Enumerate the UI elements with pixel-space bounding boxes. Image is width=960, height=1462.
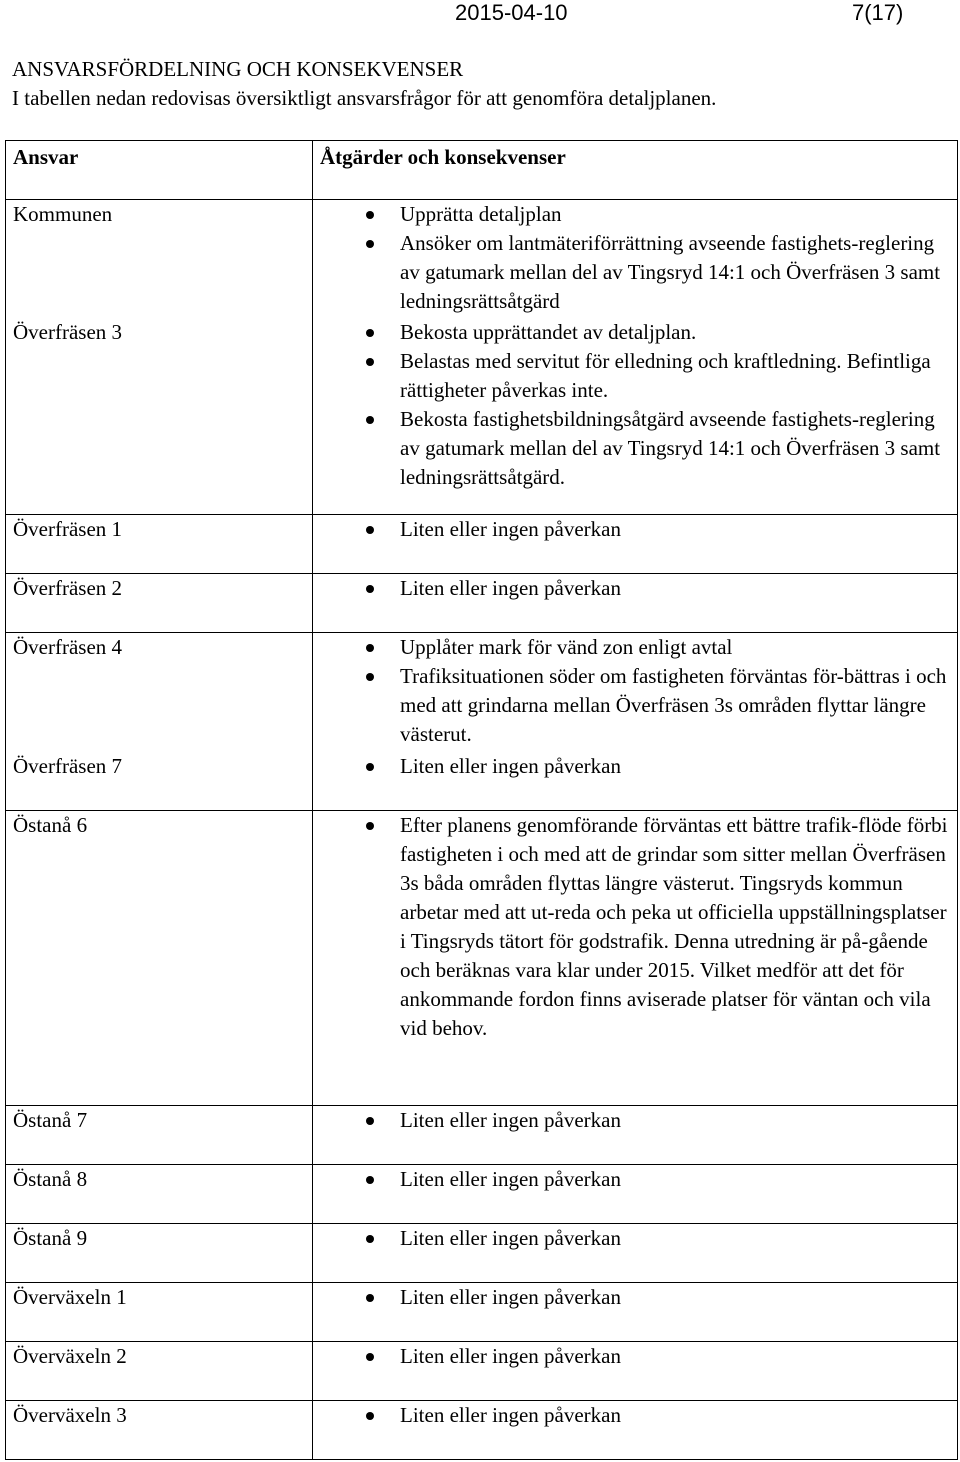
party-name: Östanå 7 xyxy=(13,1108,88,1132)
column-header-ansvar: Ansvar xyxy=(6,141,313,200)
party-cell xyxy=(6,200,313,319)
section-title: ANSVARSFÖRDELNING OCH KONSEKVENSER xyxy=(12,57,464,81)
actions-cell xyxy=(313,752,958,811)
party-name: Östanå 6 xyxy=(13,813,88,837)
list-item: Trafiksituationen söder om fastigheten förväntas för-bättras i och med att grindarna mellan Överfräsen 3s områden flyttar längre västerut. xyxy=(400,662,957,749)
section-intro: I tabellen nedan redovisas översiktligt ansvarsfrågor för att genomföra detaljplanen. xyxy=(12,86,717,110)
table-row xyxy=(6,1401,958,1460)
party-cell xyxy=(6,515,313,574)
list-item: Liten eller ingen påverkan xyxy=(400,1283,957,1312)
party-name: Östanå 9 xyxy=(13,1226,88,1250)
list-item: Belastas med servitut för elledning och kraftledning. Befintliga rättigheter påverkas inte. xyxy=(400,347,957,405)
table-row xyxy=(6,1165,958,1224)
table-header-row xyxy=(6,141,958,200)
actions-cell xyxy=(313,1401,958,1460)
party-cell xyxy=(6,1283,313,1342)
actions-cell xyxy=(313,1165,958,1224)
party-cell xyxy=(6,574,313,633)
table-row xyxy=(6,811,958,1106)
party-cell xyxy=(6,1165,313,1224)
actions-cell xyxy=(313,574,958,633)
list-item: Liten eller ingen påverkan xyxy=(400,1106,957,1135)
list-item: Liten eller ingen påverkan xyxy=(400,1165,957,1194)
list-item: Liten eller ingen påverkan xyxy=(400,1224,957,1253)
party-name: Överfräsen 1 xyxy=(13,517,123,541)
party-name: Överfräsen 2 xyxy=(13,576,123,600)
actions-cell xyxy=(313,318,958,515)
party-cell xyxy=(6,318,313,515)
actions-cell xyxy=(313,1283,958,1342)
table-row xyxy=(6,633,958,753)
actions-cell xyxy=(313,1106,958,1165)
party-name: Överfräsen 4 xyxy=(13,635,123,659)
list-item: Bekosta fastighetsbildningsåtgärd avseende fastighets-reglering av gatumark mellan del av Tingsryd 14:1 och Överfräsen 3 samt ledningsrättsåtgärd. xyxy=(400,405,957,492)
actions-cell xyxy=(313,1224,958,1283)
party-cell xyxy=(6,752,313,811)
party-name: Överväxeln 2 xyxy=(13,1344,127,1368)
list-item: Upplåter mark för vänd zon enligt avtal xyxy=(400,633,957,662)
responsibility-table xyxy=(5,140,958,1460)
party-cell xyxy=(6,633,313,753)
actions-cell xyxy=(313,811,958,1106)
table-row xyxy=(6,574,958,633)
table-row xyxy=(6,318,958,515)
column-header-atgarder: Åtgärder och konsekvenser xyxy=(313,141,958,200)
party-cell xyxy=(6,811,313,1106)
list-item: Liten eller ingen påverkan xyxy=(400,1342,957,1371)
list-item: Ansöker om lantmäteriförrättning avseende fastighets-reglering av gatumark mellan del av Tingsryd 14:1 och Överfräsen 3 samt ledningsrättsåtgärd xyxy=(400,229,957,316)
actions-cell xyxy=(313,200,958,319)
list-item: Bekosta upprättandet av detaljplan. xyxy=(400,318,957,347)
party-name: Överfräsen 7 xyxy=(13,754,123,778)
actions-cell xyxy=(313,1342,958,1401)
actions-cell xyxy=(313,515,958,574)
list-item: Upprätta detaljplan xyxy=(400,200,957,229)
table-row xyxy=(6,752,958,811)
actions-cell xyxy=(313,633,958,753)
party-name: Kommunen xyxy=(13,202,113,226)
table-row xyxy=(6,515,958,574)
document-date: 2015-04-10 xyxy=(455,0,568,25)
table-row xyxy=(6,1342,958,1401)
list-item: Liten eller ingen påverkan xyxy=(400,515,957,544)
party-name: Östanå 8 xyxy=(13,1167,88,1191)
table-row xyxy=(6,1224,958,1283)
party-cell xyxy=(6,1401,313,1460)
table-row xyxy=(6,200,958,319)
list-item: Liten eller ingen påverkan xyxy=(400,1401,957,1430)
table-row xyxy=(6,1106,958,1165)
party-name: Överfräsen 3 xyxy=(13,320,123,344)
party-cell xyxy=(6,1342,313,1401)
list-item: Liten eller ingen påverkan xyxy=(400,574,957,603)
party-name: Överväxeln 1 xyxy=(13,1285,127,1309)
table-row xyxy=(6,1283,958,1342)
party-name: Överväxeln 3 xyxy=(13,1403,127,1427)
list-item: Liten eller ingen påverkan xyxy=(400,752,957,781)
page-number: 7(17) xyxy=(852,0,904,25)
party-cell xyxy=(6,1106,313,1165)
party-cell xyxy=(6,1224,313,1283)
list-item: Efter planens genomförande förväntas ett bättre trafik-flöde förbi fastigheten i och med att de grindar som sitter mellan Överfräsen 3s båda områden flyttas längre västerut. Tingsryds kommun arbetar med att ut-reda och peka ut officiella uppställningsplatser i Tingsryds tätort för godstrafik. Denna utredning är på-gående och beräknas vara klar under 2015. Vilket medför att det för ankommande fordon finns aviserade platser för väntan och vila vid behov. xyxy=(400,811,957,1043)
